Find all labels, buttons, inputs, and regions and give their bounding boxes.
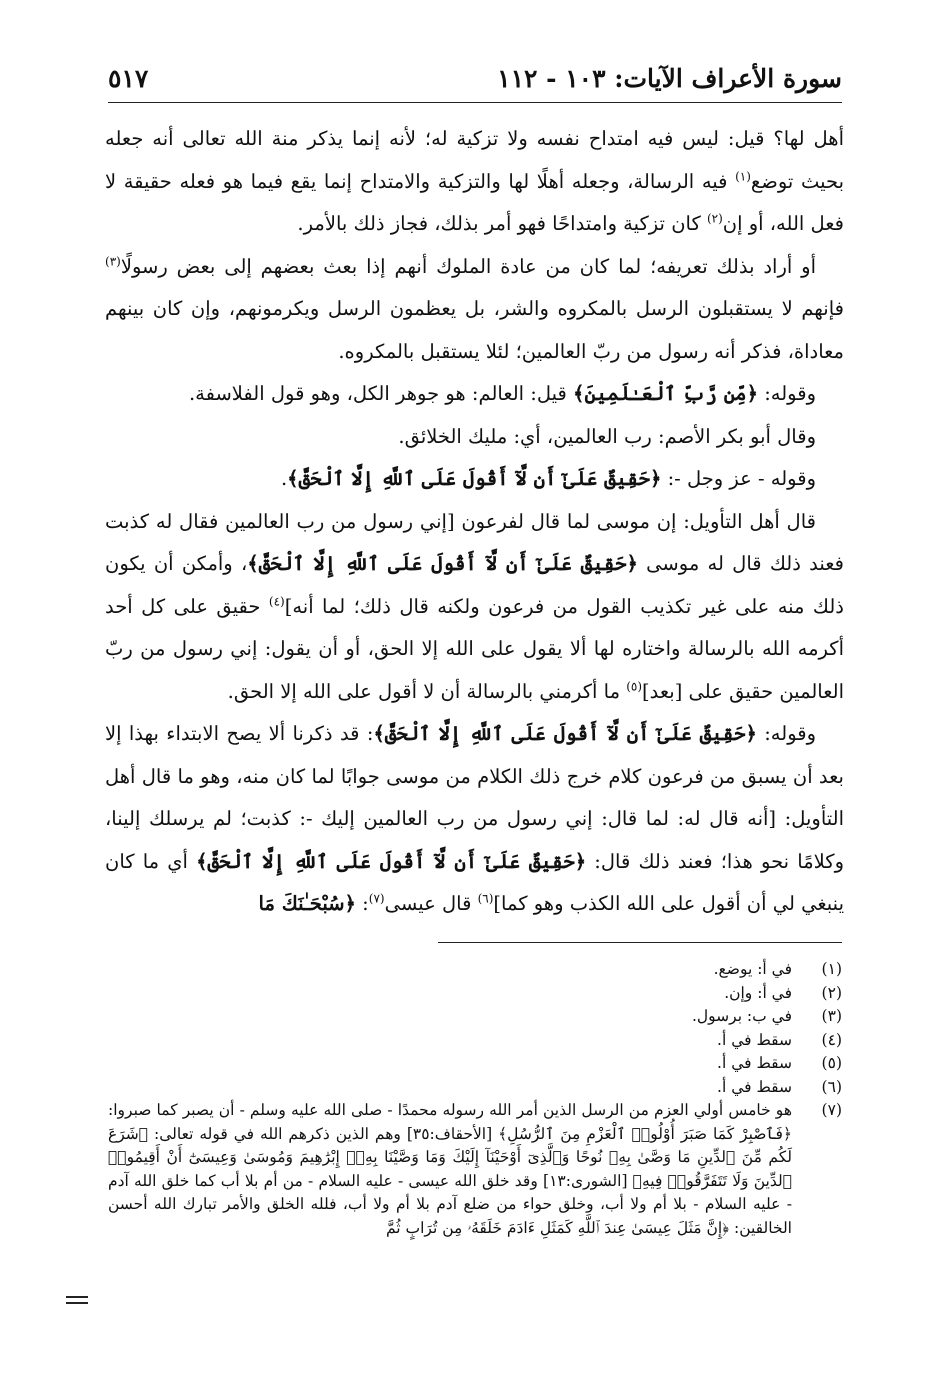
footnote-item [108,1052,842,1076]
footnote-item [108,1099,842,1240]
footnote-text: سقط في أ. [717,1054,792,1072]
text-run: : [355,892,369,915]
paragraph [105,501,844,714]
footnote-number: (٦) [821,1077,842,1096]
quran-verse: ﴿سُبْحَـٰنَكَ مَا [258,892,356,915]
footnote-text: سقط في أ. [717,1030,792,1049]
quran-verse: ﴿حَقِيقٌ عَلَىٰٓ أَن لَّآ أَقُولَ عَلَى ٱللَّهِ إِلَّا ٱلْحَقَّ﴾ [373,722,757,745]
footnote-ref[interactable]: (١) [735,169,751,183]
paragraph [105,118,844,246]
main-text [105,118,844,926]
footnote-number: (١) [821,960,842,978]
text-run: قال عيسى [384,892,478,915]
footnote-ref[interactable]: (٥) [626,679,643,693]
footnote-item [108,1029,842,1053]
paragraph [105,373,844,416]
running-title: سورة الأعراف الآيات: ١٠٣ - ١١٢ [497,64,842,93]
paragraph [105,246,844,374]
footnote-item [108,982,842,1006]
text-run: قال أهل التأويل: إن موسى لما قال لفرعون [إني رسول من رب العالمين فقال له كذبت فعند ذلك قال له موسى [105,509,844,575]
footnote-text: في ب: برسول. [691,1007,792,1025]
text-run: وقوله: [756,722,817,745]
quran-verse: ﴿حَقِيقٌ عَلَىٰٓ أَن لَّآ أَقُولَ عَلَى ٱللَّهِ إِلَّا ٱلْحَقَّ﴾ [287,467,662,490]
text-run: أهل لها؟ قيل: ليس فيه امتداح نفسه ولا تزكية له؛ لأنه إنما يذكر منة الله تعالى أنه جعله بحيث توضع [105,127,845,193]
quran-verse: ﴿مِّن رَّبِّ ٱلْعَـٰلَمِينَ﴾ [573,382,759,405]
footnote-text: هو خامس أولي العزم من الرسل الذين أمر الله رسوله محمدًا - صلى الله عليه وسلم - أن يصبر كما صبروا: ﴿فَٱصْبِرْ كَمَا صَبَرَ أُوْلُوا۟ ٱلْعَزْمِ مِنَ ٱلرُّسُلِ﴾ [الأحقاف:٣٥] وهم الذين ذكرهم الله في قوله تعالى: ﴿شَرَعَ لَكُم مِّنَ ٱلدِّينِ مَا وَصَّىٰ بِهِۦ نُوحًا وَٱلَّذِىٓ أَوْحَيْنَآ إِلَيْكَ وَمَا وَصَّيْنَا بِهِۦٓ إِبْرَٰهِيمَ وَمُوسَىٰ وَعِيسَىٰٓ أَنْ أَقِيمُوا۟ ٱلدِّينَ وَلَا تَتَفَرَّقُوا۟ فِيهِ﴾ [الشورى:١٣] وقد خلق الله عيسى - عليه السلام - من أم بلا أب كما خلق الله آدم - عليه السلام - بلا أم ولا أب، وخلق حواء من ضلع آدم بلا أم ولا أب، فلله الخلق والأمر تبارك الله أحسن الخالقين: ﴿إِنَّ مَثَلَ عِيسَىٰ عِندَ ٱللَّهِ كَمَثَلِ ءَادَمَ خَلَقَهُۥ مِن تُرَابٍ ثُمَّ [108,1101,792,1237]
quran-verse: ﴿حَقِيقٌ عَلَىٰٓ أَن لَّآ أَقُولَ عَلَى ٱللَّهِ إِلَّا ٱلْحَقَّ﴾ [247,552,638,575]
text-run: أو أراد بذلك تعريفه؛ لما كان من عادة الملوك أنهم إذا بعث بعضهم إلى بعض رسولًا [120,254,816,278]
text-run: ما أكرمني بالرسالة أن لا أقول على الله إلا الحق. [227,679,627,703]
footnote-number: (٧) [821,1101,842,1119]
footnote-ref[interactable]: (٦) [477,891,494,906]
footnote-ref[interactable]: (٢) [706,211,723,226]
footnote-item [108,958,842,982]
text-run: حقيق على كل أحد أكرمه الله بالرسالة واختاره لها ألا يقول على الله إلا الحق، أو أن يقول: إني رسول من ربّ العالمين حقيق على [بعد] [105,594,844,703]
continuation-mark [66,1296,88,1304]
footnote-number: (٤) [821,1030,842,1049]
text-run: : قد ذكرنا ألا يصح الابتداء بهذا إلا بعد أن يسبق من فرعون كلام خرج ذلك الكلام من موسى جوابًا لما كان منه، وهو ما قال أهل التأويل: [أنه قال له: لما قال: إني رسول من رب العالمين إليك -: كذبت؛ لم يرسلك إلينا، وكلامًا نحو هذا؛ فعند ذلك قال: [105,722,844,873]
footnote-ref[interactable]: (٣) [105,254,121,268]
paragraph [105,713,844,926]
footnote-ref[interactable]: (٧) [368,891,385,906]
text-run: وقال أبو بكر الأصم: رب العالمين، أي: مليك الخلائق. [398,424,816,448]
footnote-text: في أ: وإن. [724,983,792,1002]
text-run: فإنهم لا يستقبلون الرسل بالمكروه والشر، بل يعظمون الرسل ويكرمونهم، وإن كان بينهم معاداة، فذكر أنه رسول من ربّ العالمين؛ لئلا يستقبل بالمكروه. [105,297,844,363]
footnote-number: (٢) [821,983,842,1002]
footnote-number: (٥) [821,1054,842,1072]
text-run: وقوله: [758,382,816,405]
page-header [108,58,842,103]
quran-verse: ﴿حَقِيقٌ عَلَىٰٓ أَن لَّآ أَقُولَ عَلَى ٱللَّهِ إِلَّا ٱلْحَقَّ﴾ [196,849,587,873]
text-run: . [280,467,288,490]
text-run: قيل: العالم: هو جوهر الكل، وهو قول الفلاسفة. [188,382,574,405]
paragraph [105,458,844,501]
text-run: ، وأمكن أن يكون ذلك منه على غير تكذيب القول من فرعون ولكنه قال ذلك؛ لما أنه] [105,552,844,618]
footnote-item [108,1005,842,1029]
text-run: كان تزكية وامتداحًا فهو أمر بذلك، فجاز ذلك بالأمر. [297,212,707,235]
text-run: فيه الرسالة، وجعله أهلًا لها والتزكية والامتداح إنما يقع فيما هو فعله حقيقة لا فعل الله، أو إن [105,169,844,235]
footnotes [108,958,842,1240]
footnote-number: (٣) [821,1007,842,1025]
text-run: أي ما كان ينبغي لي أن أقول على الله الكذب وهو كما] [105,849,844,915]
footnote-text: سقط في أ. [717,1077,792,1096]
footnote-separator [438,942,842,943]
footnote-text: في أ: يوضع. [713,960,792,978]
page-number: ٥١٧ [108,64,149,93]
paragraph [105,416,844,459]
text-run: وقوله - عز وجل -: [661,467,816,490]
footnote-item [108,1076,842,1100]
footnote-ref[interactable]: (٤) [268,594,285,608]
